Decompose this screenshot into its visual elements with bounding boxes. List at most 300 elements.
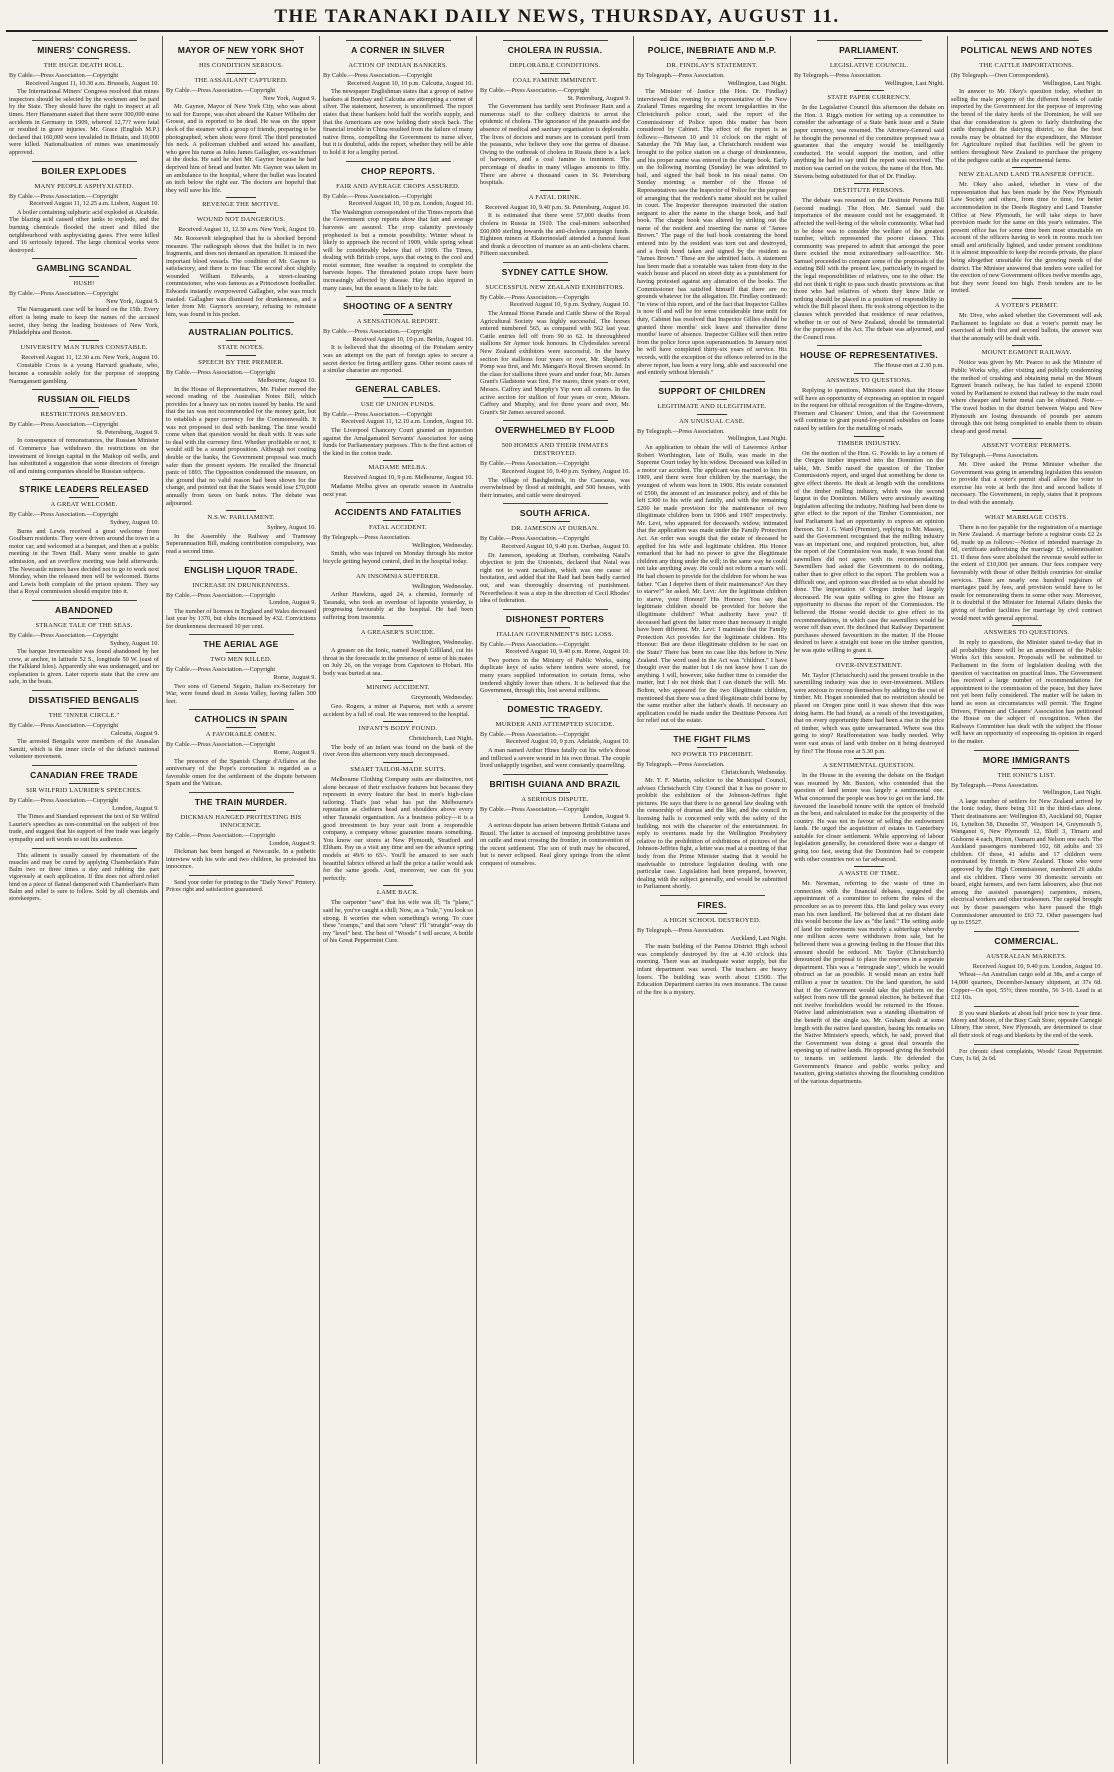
short-rule — [540, 521, 570, 522]
article-body: A greaser on the Ionic, named Joseph Gilliland, cut his throat in the forecastle in the presence of some of his mates on July 26, on the voyage from Capetown to Hobart. His body was buried at sea. — [323, 647, 473, 677]
article-dateline-block — [323, 474, 473, 482]
article-dateline-block — [9, 722, 159, 737]
short-rule — [1012, 58, 1042, 59]
article-body: The carpenter "saw" that his wife was ill; "Is "plane," said he, you've caught a chill; Now, as a "rule," you look so strong. It worries me when something's wrong. To cure these "cramps," and that sore "chest" I'll "straight"-way do my "level" best. The best of "Woods" I will secure, A bottle of his Great Peppermint Cure. — [323, 899, 473, 945]
short-rule — [226, 578, 256, 579]
article — [166, 510, 316, 555]
column-rule — [189, 792, 294, 793]
article-subheading: DR. FINDLAY'S STATEMENT. — [666, 62, 758, 69]
article-byline: By Telegraph.—Press Association. — [637, 427, 725, 435]
article-body: In reply to questions, the Minister stated to-day that in all probability there will be an amendment of the Public Works Act this session. Proposals will be submitted to Parliament in the form of legislation dealing with the question of vaccination on practical lines. The Government has received a large number of recommendations for appointment to the commission of the peace, but they have not yet been fully considered. The matter will be taken in hand as soon as circumstances will permit. The Engine Drivers, Firemen and Cleaners' Association has petitioned the House on the subject of recognition. When the Railways Committee has dealt with the subject the House will have an opportunity of expressing its opinion in regard to the matter. — [951, 639, 1102, 745]
short-rule — [1012, 345, 1042, 346]
column-rule — [974, 1006, 1080, 1007]
article-dateline-block — [166, 87, 316, 102]
article-byline: By Cable.—Press Association.—Copyright — [323, 410, 433, 418]
article-heading: AUSTRALIAN POLITICS. — [188, 327, 294, 338]
article-heading: MORE IMMIGRANTS — [982, 754, 1071, 765]
article-dateline-block — [9, 421, 159, 436]
article-byline: By Cable.—Press Association.—Copyright — [9, 192, 119, 200]
article-dateline-block — [794, 72, 944, 87]
article-dateline-block — [480, 294, 630, 309]
short-rule — [226, 652, 256, 653]
article-byline: By Cable.—Press Association.—Copyright — [480, 805, 590, 813]
article-subheading: AUSTRALIAN MARKETS. — [986, 952, 1067, 960]
article — [166, 875, 316, 895]
article-body: Arthur Hawkins, aged 24, a chemist, formerly of Taranaki, who took an overdose of laponite yesterday, is progressing favourably at the hospital. He had been suffering from insomnia. — [323, 591, 473, 621]
column-rule — [817, 40, 922, 41]
article-dateline: Received August 11, 10.30 a.m. Brussels, August 10. — [25, 79, 159, 87]
article-heading: OVERWHELMED BY FLOOD — [495, 425, 615, 436]
article-dateline: New York, August 9. — [106, 297, 159, 305]
article-dateline: Received August 11, 12.30 a.m. New York, August 10. — [178, 226, 316, 234]
article-heading: POLITICAL NEWS AND NOTES — [960, 45, 1093, 55]
article-dateline: Received August 11, 12.30 a.m. New York, August 10. — [21, 353, 159, 361]
article-subheading: A SENSATIONAL REPORT. — [356, 318, 440, 326]
article-body: Mr. Taylor (Christchurch) said the present trouble in the sawmilling industry was due to over-investment. Millers were anxious to recoup themselves by adding to the cost of timber. Mr. Hogan contended that no restriction should be placed on Oregon pine until it was shown that this was doing harm. He had found, as a result of the investigation, that on every opportunity there had been a rise in the price of timber, which was quite unwarranted. Where was this going to stop? Reafforestation was badly needed. Why were vast areas of land with timber on it being destroyed by fire? The House rose at 5.30 p.m. — [794, 671, 944, 755]
article-subheading: A SERIOUS DISPUTE. — [521, 795, 589, 803]
article-byline: By Cable.—Press Association.—Copyright — [166, 666, 276, 674]
short-rule — [1012, 167, 1042, 168]
article-subheading: FATAL ACCIDENT. — [368, 524, 428, 532]
short-rule — [540, 280, 570, 281]
short-rule — [69, 407, 99, 408]
column-rule — [346, 161, 451, 162]
article-subheading: FAIR AND AVERAGE CROPS ASSURED. — [336, 182, 460, 190]
article-heading: SHOOTING OF A SENTRY — [343, 301, 453, 312]
article-heading: DOMESTIC TRAGEDY. — [507, 703, 603, 714]
article-heading: RUSSIAN OIL FIELDS — [37, 394, 131, 405]
article-dateline: Christchurch, Last Night. — [408, 735, 473, 743]
article-body: There is no fee payable for the registration of a marriage in New Zealand. A marriage before a registrar costs £2 2s 6d, made up as follows:—Notice of intended marriage 2s 6d, certificate authorising the marriage £1, solemnisation £1. If these fees were abolished the revenue would suffer to the extent of £10,000 per annum. Our fees compare very favourably with those of other British countries for similar services. There are nearly one hundred registrars of marriages paid by fees, and provision would have to be made for remunerating them in some other way. Moreover, it is doubtful if the Minister for Internal Affairs thinks the giving of further facilities for marriage by civil contract would meet with general approval. — [951, 523, 1102, 622]
article-body: Mr. T. F. Martin, solicitor to the Municipal Council, advises Christchurch City Council that it has no power to prohibit the exhibition of the Johnson-Jeffries fight pictures. He says that there is no general law dealing with the censorship of dramas and the like, and the council in licensing halls is concerned only with the safety of the building, not with the character of the entertainment. In reply to overtures made by the Wellington Presbytery relative to the prohibition of exhibitions of pictures of the Johnson-Jeffries fight, a letter was read at a meeting of that body from the Prime Minister stating that it would be inadvisable to introduce legislation dealing with one particular case. Legislation had been prepared, however, dealing with the subject generally, and would be submitted to Parliament shortly. — [637, 777, 787, 891]
article — [637, 40, 787, 377]
article-body: The Washington correspondent of the Times reports that the Government crop reports show that fair and average harvests are assured. The crop calamity previously prophesied is but a remote possibility. Winter wheat is likely to approach the record of 1909, while spring wheat will be considerably below that of 1909. The Times, dealing with British crops, says that owing to the cool and moist summer, fine weather is required to complete the harvests hopes. The threatened potato crops have been increasingly affected by disease. Hay is also injured in many cases, but the season is likely to be fair. — [323, 208, 473, 292]
article — [951, 345, 1102, 435]
article-body: An application to obtain the will of Lawrence Arthur Robert Worthington, late of Bulls, was made in the Supreme Court today by his widow. Deceased was killed in a motor car accident. The applicant was married to him in 1909, and there were four children by the marriage, the youngest of whom was born in 1906. His estate consisted of £500, the amount of an insurance policy, and of this he left £300 to his wife and family, and with the remaining £200 he made provision for the maintenance of two illegitimate children born in 1906 and 1907 respectively. Mr. Levi, who appeared for deceased's widow, intimated that the application was made under the Family Protection Act. An order was sought that the estate of deceased be applied for his wife and legitimate children. His Honor remarked that he had no power to give the illegitimate children any thing under the will; in the same way he could not take anything away. He could not reform a man's will. He had chosen to provide for the children for whom he was father. "Can I deprive them of their maintenance? Are they to starve?" he asked. Mr. Levi: Are the legitimate children to starve, your Honour? His Honour: You say that legitimate children should be provided for before the illegitimate children? What authority have you? If deceased had given the latter more than necessary it might have been different. Mr. Levi: I maintain that the Family Protection Act provides for the legitimate children. His Honour: But are these illegitimate children to be cast on the State? There has been no case like this before in New Zealand. The word used in the Act was "children." I have thought over the matter but I do not know how I can do anything. I will, however, take further time to consider the matter, but I do not think that I can disturb the will. Mr. Bolton, who appeared for the two illegitimate children, mentioned that there was a third illegitimate child borne by the same mother after the father's death. If necessary an application could be made under the Destitute Persons Act for relief out of the estate. — [637, 443, 787, 725]
advertisement-text: This ailment is usually caused by rheumatism of the muscles and may be cured by applying Chamberlain's Pain Balm two or three times a day and rubbing the part vigorously at each application. If this does not afford relief bind on a piece of flannel dampened with Chamberlain's Pain Balm and relief is sure to follow. Sold by all chemists and storekeepers. — [9, 852, 159, 903]
short-rule — [226, 355, 256, 356]
article-body: Dickman has been hanged at Newcastle. In a pathetic interview with his wife and two children, he protested his innocence. — [166, 848, 316, 871]
article-dateline: Wellington, Last Night. — [727, 435, 787, 443]
short-rule — [540, 717, 570, 718]
short-rule — [69, 179, 99, 180]
article — [9, 600, 159, 686]
article — [951, 625, 1102, 745]
article-body: The Government has tardily sent Professor Rain and a numerous staff to the colliery districts to arrest the epidemic of cholera. The ignorance of the peasants and the absence of medical and sanitary organisation is deplorable. The lives of doctors and nurses are in constant peril from the peasants, who believe they sow the germs of disease. Owing to the outbreak of cholera in Russia there is a lack of harvesters, and a coal famine is imminent. The percentage of deaths in many villages amounts to fifty. There are above a thousand cases in St. Petersburg hospitals. — [480, 103, 630, 187]
article-byline: By Cable.—Press Association.—Copyright — [323, 72, 433, 79]
column-rule — [503, 609, 608, 610]
article — [794, 866, 944, 1085]
article — [480, 40, 630, 187]
article — [323, 721, 473, 759]
article-dateline-block — [951, 72, 1102, 87]
short-rule — [540, 73, 570, 74]
article-dateline-block — [323, 583, 473, 591]
short-rule — [1012, 949, 1042, 950]
column-rule — [346, 502, 451, 503]
article-dateline: Sydney, August 10. — [110, 639, 159, 647]
article — [480, 503, 630, 604]
article-body: The newspaper Englishman states that a group of native bankers at Bombay and Calcutta are attempting a corner of silver. The statement, however, is unconfirmed. The report states that these bankers hold half the world's supply, and that the Americans are now holding their stock back. The financial trouble in China resulted from the failure of many native firms, compelling the Government to nurse silver, but it is doubtful, adds the report, whether they will be able to hold it for a lengthy period. — [323, 88, 473, 156]
article — [323, 885, 473, 945]
article-heading: GAMBLING SCANDAL — [36, 263, 132, 274]
article-subheading: A WASTE OF TIME. — [838, 870, 900, 878]
column-2 — [163, 36, 320, 1764]
article-body: The presence of the Spanish Charge d'Affaires at the anniversary of the Pope's coronation is regarded as a favorable omen for the settlement of the dispute between Spain and the Vatican. — [166, 757, 316, 788]
article-heading: FIRES. — [697, 900, 727, 910]
article-body: Geo. Rogers, a miner at Paparoa, met with a severe accident by a fall of coal. He was removed to the hospital. — [323, 703, 473, 718]
article-byline: By Cable.—Press Association.—Copyright — [9, 722, 119, 730]
article-dateline: New York, August 9. — [263, 94, 316, 102]
short-rule — [697, 747, 727, 748]
article — [951, 167, 1102, 295]
article-dateline: Christchurch, Wednesday. — [721, 768, 787, 776]
article-dateline: Received August 10, 9.40 p.m. St. Petersburg, August 10. — [485, 203, 630, 211]
article-dateline: Wellington, Last Night. — [1042, 789, 1102, 797]
column-4 — [477, 36, 634, 1764]
short-rule — [69, 618, 99, 619]
article-subheading: SPEECH BY THE PREMIER. — [198, 359, 284, 367]
article-heading: ACCIDENTS AND FATALITIES — [334, 507, 462, 518]
article-subheading: UNIVERSITY MAN TURNS CONSTABLE. — [20, 343, 148, 351]
article-dateline: Wellington, Last Night. — [727, 79, 787, 87]
article-dateline-block — [9, 511, 159, 526]
article-heading: POLICE, INEBRIATE AND M.P. — [647, 45, 777, 55]
article-dateline-block — [480, 460, 630, 475]
article — [166, 634, 316, 705]
article-dateline: Received August 10, 10 p.m. London, August 10. — [348, 200, 473, 208]
short-rule — [697, 414, 727, 415]
article-subheading: MADAME MELBA. — [368, 464, 428, 472]
article-dateline: Rome, August 9. — [273, 674, 316, 682]
article — [323, 502, 473, 565]
article-byline: By Cable.—Press Association.—Copyright — [9, 290, 119, 298]
article-byline: By Cable.—Press Association.—Copyright — [323, 192, 433, 200]
article-dateline: Sydney, August 10. — [267, 524, 316, 532]
short-rule — [697, 913, 727, 914]
article-heading: GENERAL CABLES. — [355, 383, 441, 394]
article-byline: (By Telegraph.—Own Correspondent). — [951, 72, 1050, 79]
article-heading: CANADIAN FREE TRADE — [30, 770, 138, 781]
article-dateline-block — [166, 226, 316, 234]
article-dateline-block — [323, 72, 473, 87]
article-body: Replying to questions, Ministers stated that the House will have an opportunity of expressing an opinion in regard to the request for official recognition of the Engine-drivers, Firemen and Cleaners' Union, and that the Government will continue to grant pound-for-pound subsidies on loans raised by settlers for the metalling of roads. — [794, 387, 944, 432]
column-rule — [32, 765, 137, 766]
article-subheading: DICKMAN HANGED PROTESTING HIS INNOCENCE. — [180, 814, 302, 829]
article — [951, 40, 1102, 164]
article-dateline-block — [951, 782, 1102, 797]
article-body: A serious dispute has arisen between British Guiana and Brazil. The latter is accused of imposing prohibitive taxes on cattle and meat crossing the frontier, in contravention of the recent settlement. The son of truth may be obscured, but is never eclipsed. Real glory springs from the silent conquest of ourselves. — [480, 822, 630, 867]
article — [951, 438, 1102, 506]
article — [166, 40, 316, 194]
article-subheading: NO POWER TO PROHIBIT. — [671, 750, 753, 758]
article-subheading: DEPLORABLE CONDITIONS. — [509, 62, 601, 69]
article-heading: A CORNER IN SILVER — [351, 45, 445, 55]
article-subheading: SMART TAILOR-MADE SUITS. — [350, 766, 446, 774]
column-rule — [974, 750, 1080, 751]
column-rule — [503, 40, 608, 41]
article-body: Dr. Jameson, speaking at Durban, combating Natal's objection to join the Unionists, declared that Natal was right not to want racialism, which was one cause of hesitation, and added that the Raid had been badly carried out, and was thoroughly deserving of punishment. Nevertheless it was a step in the direction of Cecil Rhodes' idea of federation. — [480, 551, 630, 605]
article-byline: By Cable.—Press Association.—Copyright — [323, 328, 433, 336]
short-rule — [226, 212, 256, 213]
article-dateline-block — [951, 963, 1102, 971]
short-rule — [540, 627, 570, 628]
article-body: In the House in the evening the debate on the Budget was resumed by Mr. Buxton, who contended that the question of land tenure was largely a sentimental one. What concerned the people was how to get on the land. He favoured the leasehold tenure with the option of freehold as the best, and calculated to make for the prosperity of the country. He was not in favour of selling the endowment lands. He urged the acquisition of estates in Canterbury suitable for closer settlement. While approving of labour legislation generally, he considered there was a danger of going too fast, seeing that the Dominion had to compete with other countries not so far advanced. — [794, 772, 944, 863]
article-subheading: ABSENT VOTERS' PERMITS. — [981, 442, 1072, 450]
article-byline: By Cable.—Press Association.—Copyright — [9, 631, 119, 639]
article — [794, 658, 944, 756]
advertisement-text: If you want blankets at about half price now is your time. Morey and Moore, of the Busy Cash Store, opposite Carnegie Library, Hue street, New Plymouth, are determined to clear all their stock of rugs and blankets by the end of the week. — [951, 1010, 1102, 1039]
short-rule — [383, 314, 413, 315]
article-dateline: Received August 10, 9 p.m. Adelaide, August 10. — [505, 738, 630, 746]
article-dateline-block — [637, 72, 787, 87]
article-dateline-block — [9, 72, 159, 87]
article-body: In the Legislative Council this afternoon the debate on the Hon. J. Rigg's motion for setting up a committee to consider the advantage of a State bank issue and a State paper currency, was resumed. The Attorney-General said he thought the personnel of the committee proposed was a guarantee that the enquiry would be intelligently conducted. He would support the motion, and offer anything he had to say until the report was received. The motion was carried on the voices, the name of the Hon. Mr. Stevens being substituted for that of Dr. Findlay. — [794, 104, 944, 180]
article-body: Madame Melba gives an operatic season in Australia next year. — [323, 482, 473, 498]
column-rule — [32, 389, 137, 390]
article — [9, 765, 159, 844]
article-dateline: Sydney, August 10. — [110, 518, 159, 526]
article-subheading: A FAVORABLE OMEN. — [205, 731, 277, 739]
article — [951, 931, 1102, 1002]
article — [951, 298, 1102, 342]
article-dateline-block — [166, 832, 316, 847]
article-subheading: OVER-INVESTMENT. — [835, 661, 903, 669]
column-rule — [503, 503, 608, 504]
article-dateline: Received August 10, 9.40 p.m. Durban, August 10. — [501, 542, 630, 550]
article-byline: By Cable.—Press Association.—Copyright — [166, 87, 276, 94]
article — [794, 345, 944, 370]
article-body: Mr. Dive, who asked whether the Government will ask Parliament to legislate so that a voter's permit may be exercised at both first and second ballots, the answer was that the anomaly will be dealt with. — [951, 312, 1102, 342]
article-body: Mr. Roosevelt telegraphed that he is shocked beyond measure. The radiograph shows that the bullet is in two fragments, and does not demand an operation. It missed the important blood vessels. The condition of Mr. Gaynor is satisfactory, and there is no fear. The second shot slightly wounded William Edwards, a street-cleaning commissioner, who was famous as a Princetown footballer. Edwards instantly overpowered Gallagher, who was much mauled. Gallagher was dismissed for drunkenness, and a letter from Mr. Gaynor's secretary, refusing to reinstate him, was found in his pocket. — [166, 234, 316, 318]
article-dateline-block — [323, 694, 473, 702]
article-dateline-block — [323, 193, 473, 208]
short-rule — [1012, 510, 1042, 511]
article-dateline-block — [166, 592, 316, 607]
columns — [6, 36, 1108, 1764]
article-dateline: Melbourne, August 10. — [257, 377, 316, 385]
article-byline: By Cable.—Press Association.—Copyright — [9, 72, 119, 79]
article-heading: THE TRAIN MURDER. — [194, 797, 288, 807]
article-subheading: USE OF UNION FUNDS. — [360, 400, 436, 408]
article-subheading: REVENGE THE MOTIVE. — [202, 201, 280, 209]
column-rule — [974, 1044, 1080, 1045]
article-subheading: MURDER AND ATTEMPTED SUICIDE. — [495, 720, 615, 728]
short-rule — [226, 810, 256, 811]
article — [794, 40, 944, 87]
article-subheading: HUSH! — [73, 280, 95, 288]
article — [9, 690, 159, 761]
article — [480, 774, 630, 868]
short-rule — [383, 520, 413, 521]
article-dateline-block — [637, 761, 787, 776]
article-dateline-block — [166, 524, 316, 532]
article-dateline-block — [166, 741, 316, 756]
short-rule — [854, 866, 884, 867]
article-heading: PARLIAMENT. — [839, 45, 899, 55]
article-subheading: HIS CONDITION SERIOUS. — [198, 62, 284, 69]
article-body: The main building of the Paeroa District High school was completely destroyed by fire at 4.30 o'clock this morning. There was an inadequate water supply, but the infant department was saved. The teachers are heavy losers. The building was worth about £1500. The Education Department carries its own insurance. The cause of the fire is a mystery. — [637, 943, 787, 996]
article-subheading: COAL FAMINE IMMINENT. — [512, 77, 598, 84]
column-rule — [503, 774, 608, 775]
short-rule — [854, 58, 884, 59]
article-body: The International Miners' Congress resolved that mines inspectors should be selected by the workmen and be paid by the State. They should have the right to inspect at all times. Herr Hansmann stated that there were 300,000 mine accidents in Germany in 1909, whereof 12,7?? were fatal or resulted in grave injuries. Mr. Grace (English M.P.) declared that 160,000 were invalided in Britain, and 10,000 were killed. Nationalisation of mines was unanimously approved. — [9, 88, 159, 156]
column-rule — [32, 690, 137, 691]
article-subheading: LAME BACK. — [376, 889, 420, 897]
article-subheading: STATE PAPER CURRENCY. — [827, 94, 911, 102]
article-dateline-block — [480, 641, 630, 656]
short-rule — [69, 783, 99, 784]
article-heading: THE FIGHT FILMS — [673, 733, 751, 744]
article-body: The barque Invernesshire was found abandoned by her crew, at anchor, in latitude 52 S., longitude 50 W. (east of the Falkland Isles). Apparently she was undamaged, and no explanation is given. Later reports state that the crew are safe, in the boats. — [9, 648, 159, 686]
column-rule — [32, 161, 137, 162]
article — [794, 758, 944, 863]
article — [166, 792, 316, 871]
column-rule — [32, 258, 137, 259]
short-rule — [854, 758, 884, 759]
article-subheading: A GREAT WELCOME. — [50, 501, 118, 509]
article-dateline: Greymouth, Wednesday. — [411, 694, 473, 702]
short-rule — [69, 276, 99, 277]
column-rule — [503, 420, 608, 421]
article-body: Burns and Lewis received a great welcome from Goulburn residents. They were driven around the town in a motor car, and welcomed at a banquet, and then at a public meeting in the Town Hall. Many were unable to gain admission, and an overflow meeting was held afterwards. The Newcastle miners have decided not to go to work next Monday, when the released men will be welcomed. Burns and Lewis both complain of the prison system. They say that a Royal commission should enquire into it. — [9, 527, 159, 596]
article-heading: DISHONEST PORTERS — [505, 613, 605, 624]
column-rule — [189, 322, 294, 323]
article-subheading: NEW ZEALAND LAND TRANSFER OFFICE. — [958, 171, 1095, 179]
short-rule — [1012, 768, 1042, 769]
article-dateline-block — [637, 927, 787, 942]
article — [9, 389, 159, 475]
article — [166, 322, 316, 507]
article — [323, 379, 473, 458]
article-heading: SUPPORT OF CHILDREN — [658, 385, 766, 396]
article — [794, 436, 944, 655]
short-rule — [697, 58, 727, 59]
article-subheading: THE IONIC'S LIST. — [997, 771, 1056, 779]
article-body: Notice was given by Mr. Pearce to ask the Minister of Public Works why, after visiting and publicly condemning the method of crushing and obtaining metal on the Mount Egmont branch railway, he has failed to expend £5000 voted by Parliament to extend that railway to the main road where cheaper and better metal can be obtained. Note.—The travel bodies in the district between Waipu and New Plymouth are losing thousands of pounds per annum through this not being completed to enable them to obtain cheap and good metal. — [951, 359, 1102, 435]
article-subheading: LEGITIMATE AND ILLEGITIMATE. — [657, 402, 767, 410]
article-body: The number of licenses in England and Wales decreased last year by 1370, but clubs increased by 432. Convictions for drunkenness decreased 10 per cent. — [166, 607, 316, 630]
article-body: It is estimated that there were 57,000 deaths from cholera in Russia in 1910. The coal-miners subscribed £60,000 sterling towards the anti-cholera campaign funds. Eighteen miners at Ekaterinoslaff attended a funeral feast and drank a decoction of manure as an anti-cholera charm. Fifteen succumbed. — [480, 212, 630, 258]
article — [480, 609, 630, 695]
column-rule — [189, 709, 294, 710]
article-dateline-block — [9, 193, 159, 208]
article-body: The body of an infant was found on the bank of the river Avon this afternoon very much decomposed. — [323, 743, 473, 759]
short-rule — [697, 399, 727, 400]
article-subheading: TIMBER INDUSTRY. — [837, 439, 901, 447]
article-byline: By Telegraph.—Press Association. — [794, 72, 882, 79]
article-subheading: ANSWERS TO QUESTIONS. — [826, 377, 912, 384]
short-rule — [540, 190, 570, 191]
article-byline: By Cable.—Press Association.—Copyright — [480, 460, 590, 468]
article-subheading: A FATAL DRINK. — [528, 193, 582, 201]
article-body: In the Assembly the Railway and Tramway Superannuation Bill, making contribution compulsory, was read a second time. — [166, 532, 316, 555]
article-body: The debate was resumed on the Destitute Persons Bill (second reading). The Hon. Mr. Samuel said the importance of the measure could not be exaggerated. It affected the well-being of the whole community. What had to be done was to consider the welfare of the greatest number, which represented the poorer classes. This community was prepared to admit that amongst the poor there existed the most extraordinary self-sacrifice. Mr. Samuel proceeded to compare some of the proposals of the existing Bill with the present law, particularly in regard to the legal responsibilities of relatives, one to the other. He did not think it right to pass such drastic provisions as that those who had relatives of whom they knew little or nothing should be placed in a position of responsibility in which the Bill placed them. He took strong objection to the clauses which provided that residence of near relatives, whether in or out of New Zealand, should be immaterial for the purposes of the Act. The debate was adjourned, and the Council rose. — [794, 197, 944, 341]
short-rule — [383, 885, 413, 886]
article-heading: ABANDONED — [55, 604, 113, 615]
article-dateline-block — [637, 428, 787, 443]
column-rule — [974, 931, 1080, 932]
article — [166, 709, 316, 788]
article-body: In answer to Mr. Okey's question today, whether in selling the male progeny of the different breeds of cattle imported by the Government for the purpose of improving the breed of the dairy herds of the Dominion, he will see that due consideration is given to fairly distributing the cattle throughout the dairying district, so that the best results may be obtained for the expenditure, the Minister for Agriculture replied that facilities will be given to settlers throughout New Zealand to purchase the progeny of the pedigree cattle at the experimental farms. — [951, 88, 1102, 164]
article-body: A man named Arthur Hines fatally cut his wife's throat and inflicted a severe wound in his own throat. The couple lived unhappily together, and were constantly quarrelling. — [480, 747, 630, 770]
article-heading: ENGLISH LIQUOR TRADE. — [184, 564, 298, 575]
article-dateline-block — [9, 354, 159, 362]
article — [951, 1006, 1102, 1040]
article-dateline-block — [323, 639, 473, 647]
article-dateline-block — [323, 411, 473, 426]
article-dateline: Received August 10, 9.40 p.m. London, August 10. — [972, 962, 1102, 970]
article — [951, 750, 1102, 927]
column-6 — [791, 36, 948, 1764]
article-byline: By Cable.—Press Association.—Copyright — [480, 87, 590, 94]
article — [9, 848, 159, 904]
article-subheading: A VOTER'S PERMIT. — [994, 302, 1059, 310]
article-subheading: DESTITUTE PERSONS. — [833, 187, 905, 195]
article-body: Mr. Dive asked the Prime Minister whether the Government was going in amending legislation this session to provide that a voter's permit shall allow the voter to exercise his vote at both the first and second ballots if necessary. The Government, in reply, states that it proposes to deal with the anomaly. — [951, 460, 1102, 506]
short-rule — [69, 340, 99, 341]
article-byline: By Cable.—Press Association.—Copyright — [9, 421, 119, 429]
article — [323, 161, 473, 293]
article-dateline-block — [480, 87, 630, 102]
article — [794, 373, 944, 433]
column-rule — [346, 296, 451, 297]
article-dateline: Wellington, Last Night. — [884, 79, 944, 87]
article — [9, 340, 159, 385]
short-rule — [383, 460, 413, 461]
short-rule — [383, 721, 413, 722]
short-rule — [540, 438, 570, 439]
article-heading: MINERS' CONGRESS. — [37, 45, 131, 55]
article-body: The Times and Standard represent the text of Sir Wilfrid Laurier's speeches as non-committal on the subject of free trade, and suggest that his support of free trade was largely sympathy and soft words to suit his audience. — [9, 813, 159, 843]
article — [323, 762, 473, 882]
article — [323, 569, 473, 622]
article-subheading: AN INSOMNIA SUFFERER. — [356, 572, 440, 580]
article-dateline: London, August 9. — [112, 804, 159, 812]
article — [637, 729, 787, 891]
article-body: The Minister of Justice (the Hon. Dr. Findlay) interviewed this evening by a representative of the New Zealand Times regarding the recent irregularities in the Christchurch police court, said the report of the Commissioner of Police upon this matter has been considered by Cabinet. The effect of the report is as follows:—Between 10 and 11 o'clock on the night of Saturday the 7th May last, a Christchurch resident was brought to the police station on a charge of drunkenness, and his proper name was entered in the charge book. Early on the following morning (Sunday) he was admitted to bail, and signed the bail book in his usual name. On Sunday morning a member of the House of Representatives saw the Inspector of Police for the purpose of arranging that the resident's name should not be called in court. The Inspector thereupon instructed the station sergeant to alter the name in the charge book, and bail book. The charge book was altered by striking out the name of the resident and inserting the name of "James Brown." The page of the bail book containing the bond entered into by the resident was torn out and destroyed, and a fresh bond taken and signed by the resident as "James Brown." These are the admitted facts. A statement has been made that a constable was taken from duty in the watch house and placed on street duty as a punishment for having protested against any alteration of the books. The Commissioner has satisfied himself that there are no grounds whatever for the allegation. Dr. Findlay continued: "In view of this report, and of the fact that Inspector Gillies is now ill and will be for some considerable time unfit for duty, Cabinet has resolved that Inspector Gillies should be granted three months' sick leave and thereafter three months' leave of absence. Inspector Gillies will then retire from the police force upon superannuation. In January next he will have completed thirty-six years of service. His records, with the exception of the offence referred to in the above report, has been a very long, able and successful one and entirely without blemish." — [637, 88, 787, 377]
column-3 — [320, 36, 477, 1764]
column-rule — [189, 634, 294, 635]
short-rule — [854, 658, 884, 659]
article-subheading: AN UNUSUAL CASE. — [679, 417, 745, 425]
column-1 — [6, 36, 163, 1764]
article-body: Smith, who was injured on Monday through his motor bicycle getting beyond control, died in the hospital today. — [323, 550, 473, 565]
article-dateline: London, August 9. — [269, 599, 316, 607]
short-rule — [383, 625, 413, 626]
article-dateline: Wellington, Wednesday. — [412, 582, 473, 590]
short-rule — [226, 340, 256, 341]
short-rule — [854, 90, 884, 91]
article — [323, 680, 473, 718]
article — [951, 510, 1102, 623]
article-dateline: Auckland, Last Night. — [731, 934, 787, 942]
article-dateline-block — [480, 806, 630, 821]
advertisement-text: For chronic chest complaints, Woods' Great Peppermint Cure, 1s 6d, 2s 6d. — [951, 1048, 1102, 1063]
short-rule — [1012, 298, 1042, 299]
article-heading: CHOP REPORTS. — [360, 165, 436, 176]
article-dateline: London, August 9. — [269, 839, 316, 847]
article-body: In consequence of remonstrances, the Russian Minister of Commerce has withdrawn the restrictions on the investment of foreign capital in the Maikop oil wells, and has substituted a suggestion that some directors of foreign oil and mining companies should be Russian subjects. — [9, 437, 159, 475]
article-subheading: LEGISLATIVE COUNCIL. — [829, 62, 909, 69]
article-heading: SOUTH AFRICA. — [519, 508, 591, 519]
article-subheading: A GREASER'S SUICIDE. — [360, 628, 436, 636]
article-body: Wheat—An Australian cargo sold at 38s, and a cargo of 14,000 quarters, December-January shipment, at 37s 6d. Copper—On spot, 55½; three months, 56 3-16. Lead is at £12 10s. — [951, 971, 1102, 1002]
article-body: In the House of Representatives, Mr. Fisher moved the second reading of the Australian Notes Bill, which provides for a heavy tax on notes issued by banks. He said that the tax was not recommended for the money gain, but to establish a paper currency for the Commonwealth. It was not proposed to deal with banking. The time would come when that question would be dealt with. It was safe to deal with the currency first. Whether profitable or not, it would still be a sound proposition. Although not costing double or the banks, the Government proposal was much safer than the present system. He recalled the financial panic of 1893. The Opposition condemned the measure, on the ground that no valid reason had been shown for the change, and pointed out that the States would lose £70,000 annually from taxes on bank notes. The debate was adjourned. — [166, 385, 316, 507]
article-subheading: TWO MEN KILLED. — [210, 656, 272, 664]
article-dateline: Received August 10, 10 p.m. Calcutta, August 10. — [347, 79, 473, 87]
article-byline: By Cable.—Press Association.—Copyright — [9, 511, 119, 519]
